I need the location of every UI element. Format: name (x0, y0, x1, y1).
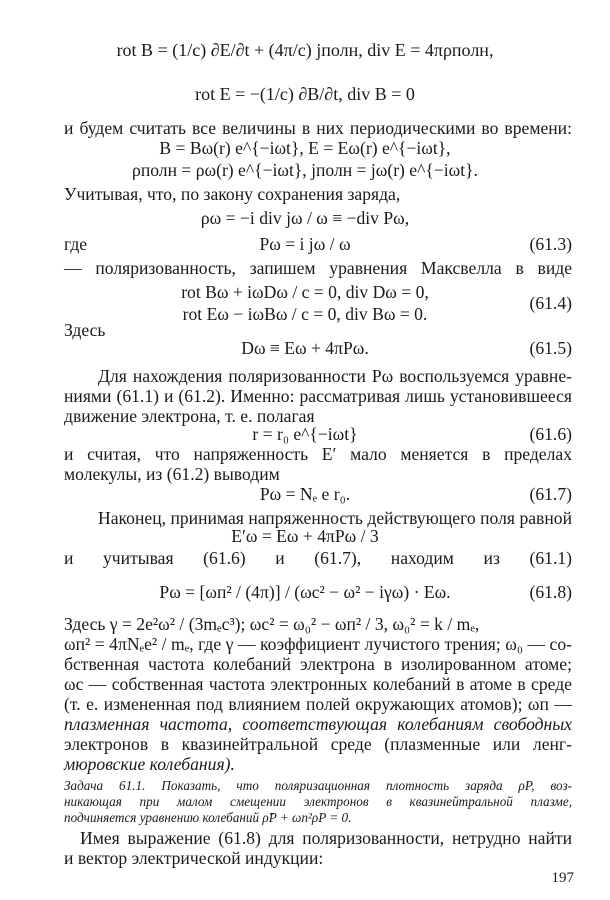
paragraph-line: и учитывая (61.6) и (61.7), находим из (61.1) (64, 548, 572, 568)
problem-line: никающая при малом смещении электронов в квазинейтральной плазме, (64, 794, 572, 809)
equation-number: (61.8) (529, 582, 572, 602)
paragraph-line: где (64, 234, 88, 254)
paragraph-line: — поляризованность, запишем уравнения Максвелла в виде (64, 258, 572, 278)
paragraph-line: движение электрона, т. е. полагая (64, 406, 315, 426)
equation-maxwell-2: rot E = −(1/c) ∂B/∂t, div B = 0 (195, 84, 415, 104)
equation-number: (61.4) (529, 293, 572, 313)
equation-polarization: Pω = i jω / ω (259, 234, 351, 254)
problem-line: подчиняется уравнению колебаний ρ̈P + ωп²ρP = 0. (64, 810, 352, 825)
paragraph-line: и будем считать все величины в них периодическими во времени: (64, 118, 572, 138)
paragraph-line: ниями (61.1) и (61.2). Именно: рассматривая лишь установившееся (64, 386, 572, 406)
equation-number: (61.3) (529, 234, 572, 254)
equation-number: (61.7) (529, 484, 572, 504)
paragraph-line: Имея выражение (61.8) для поляризованности, нетрудно найти (80, 828, 572, 848)
equation-P-r0: Pω = Nₑ e r₀. (259, 484, 351, 504)
equation-r: r = r₀ e^{−iωt} (252, 424, 358, 444)
equation-maxwell-1: rot B = (1/c) ∂E/∂t + (4π/c) jполн, div E = 4πρполн, (116, 40, 494, 60)
paragraph-line: и вектор электрической индукции: (64, 848, 324, 868)
equation-P-result: Pω = [ωп² / (4π)] / (ωс² − ω² − iγω) · Eω. (159, 582, 451, 602)
paragraph-line: Здесь (64, 320, 106, 340)
paragraph-line: и считая, что напряженность E′ мало меняется в пределах (64, 444, 572, 464)
paragraph-line: ωп² = 4πNₑe² / mₑ, где γ — коэффициент лучистого трения; ω₀ — со- (64, 634, 572, 654)
paragraph-line: Для нахождения поляризованности Pω воспользуемся уравне- (98, 366, 572, 386)
equation-periodic-2: ρполн = ρω(r) e^{−iωt}, jполн = jω(r) e^{−iωt}. (132, 160, 478, 180)
equation-D: Dω ≡ Eω + 4πPω. (241, 338, 369, 358)
problem-line: Задача 61.1. Показать, что поляризационная плотность заряда ρP, воз- (64, 778, 572, 793)
equation-maxwell-omega-1: rot Bω + iωDω / c = 0, div Dω = 0, (181, 282, 429, 302)
paragraph-line: Здесь γ = 2e²ω² / (3mₑc³); ωс² = ω₀² − ωп² / 3, ω₀² = k / mₑ, (64, 614, 480, 634)
equation-E-prime: E′ω = Eω + 4πPω / 3 (231, 526, 379, 546)
paragraph-line: плазменная частота, соответствующая колебаниям свободных (64, 714, 572, 734)
equation-periodic-1: B = Bω(r) e^{−iωt}, E = Eω(r) e^{−iωt}, (159, 138, 451, 158)
paragraph-line: (т. е. измененная под влиянием полей окружающих атомов); ωп — (64, 694, 572, 714)
paragraph-line: Учитывая, что, по закону сохранения заряда, (64, 184, 401, 204)
paragraph-line: молекулы, из (61.2) выводим (64, 464, 280, 484)
equation-charge: ρω = −i div jω / ω ≡ −div Pω, (200, 208, 410, 228)
paragraph-line: мюровские колебания). (64, 754, 235, 774)
equation-maxwell-omega-2: rot Eω − iωBω / c = 0, div Bω = 0. (182, 304, 428, 324)
paragraph-line: электронов в квазинейтральной среде (плазменные или ленг- (64, 734, 572, 754)
page-number: 197 (551, 870, 574, 886)
paragraph-line: бственная частота колебаний электрона в изолированном атоме; (64, 654, 572, 674)
equation-number: (61.6) (529, 424, 572, 444)
equation-number: (61.5) (529, 338, 572, 358)
paragraph-line: Наконец, принимая напряженность действующего поля равной (98, 508, 572, 528)
paragraph-line: ωс — собственная частота электронных колебаний в атоме в среде (64, 674, 572, 694)
